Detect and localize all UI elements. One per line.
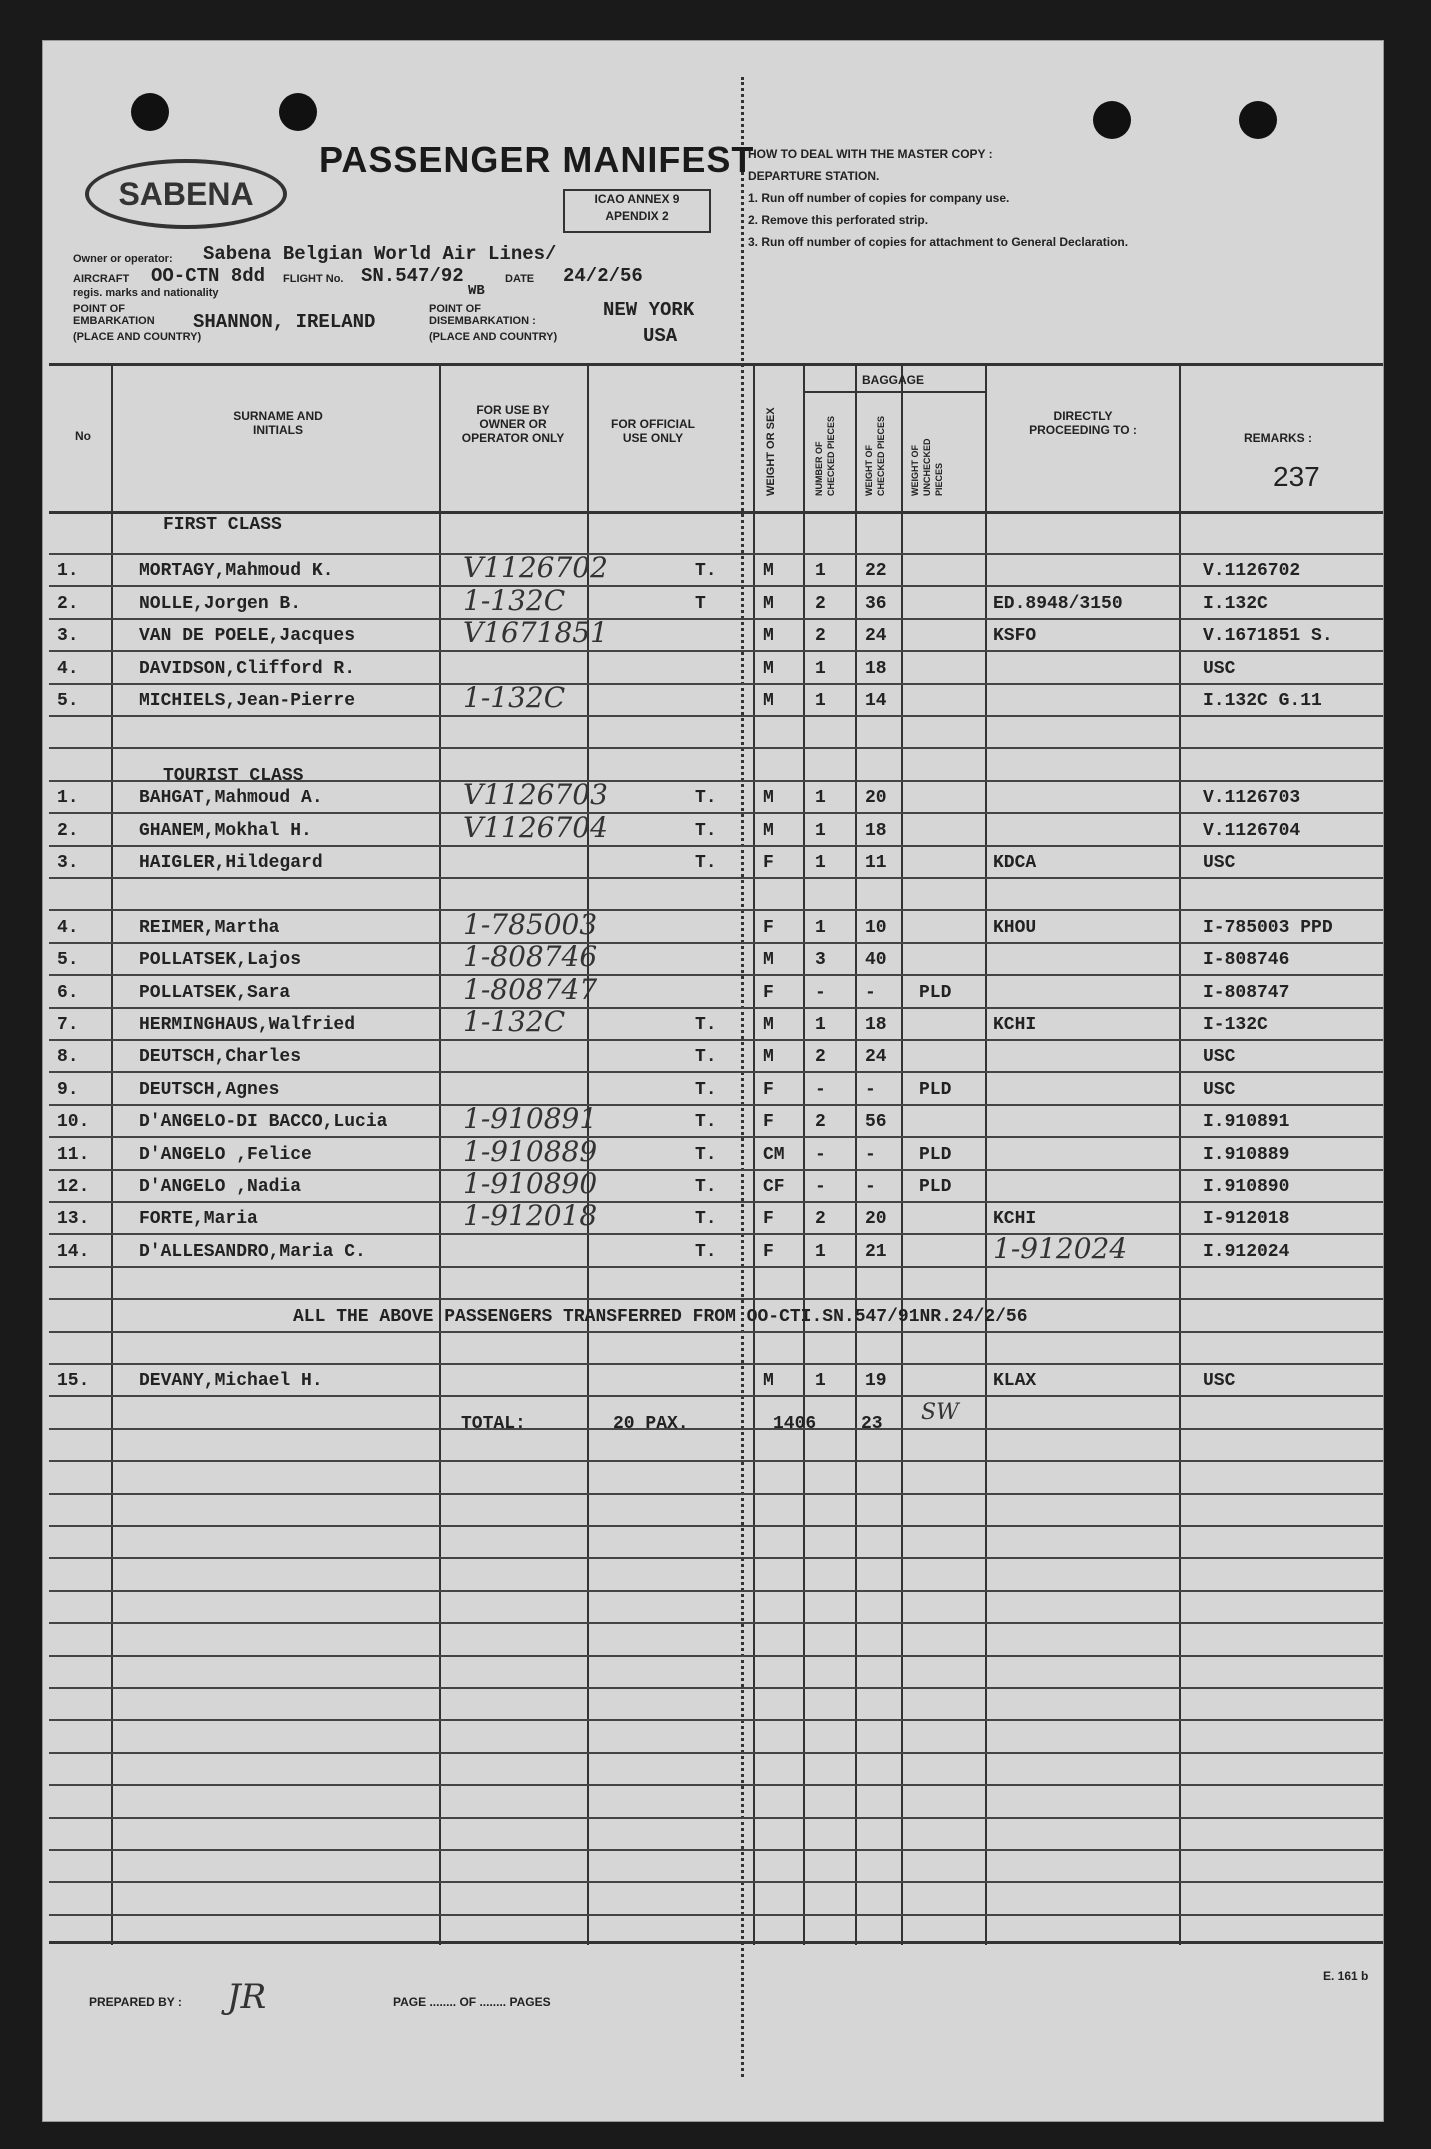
remarks-value: V.1126702 [1203,561,1301,582]
passenger-name: POLLATSEK,Sara [139,982,291,1003]
row-rule [49,1169,1383,1171]
page-count-label: PAGE ........ OF ........ PAGES [393,1995,551,2009]
checked-weight: 20 [865,1209,887,1230]
checked-weight: 24 [865,1047,887,1068]
date-label: DATE [505,273,535,285]
aircraft-label: AIRCRAFT [73,273,130,285]
destination: ED.8948/3150 [993,593,1123,614]
punch-hole-icon [1239,101,1277,139]
col-weight-sex: WEIGHT OR SEX [765,407,777,496]
aircraft-value: OO-CTN 8dd [151,265,266,287]
passenger-name: DEUTSCH,Charles [139,1047,302,1068]
embarkation-sub: (PLACE AND COUNTRY) [73,331,202,343]
row-number: 9. [57,1079,79,1100]
checked-weight: 14 [865,691,887,711]
weight-or-sex: M [763,950,774,971]
prepared-by-label: PREPARED BY : [89,1995,182,2009]
section-tourist-class: TOURIST CLASS [163,765,304,786]
row-rule [49,1493,1383,1495]
checked-weight: 40 [865,950,887,971]
remarks-value: I.132C [1203,593,1268,614]
checked-weight: - [865,1144,876,1165]
weight-or-sex: M [763,561,774,582]
owner-number: 1-912018 [463,1199,598,1233]
owner-number: V1126703 [463,778,608,812]
master-copy-instructions: HOW TO DEAL WITH THE MASTER COPY : DEPARTURE STATION. 1. Run off number of copies for company use. 2. Remove this perforated strip. 3. Run off number of copies for attachment to General Declaration. [748,147,1129,249]
form-number: E. 161 b [1323,1969,1369,1983]
row-number: 10. [57,1112,90,1133]
checked-weight: - [865,1079,876,1100]
transfer-note: ALL THE ABOVE PASSENGERS TRANSFERRED FROM OO-CTI.SN.547/91NR.24/2/56 [293,1306,1028,1327]
checked-pieces: - [815,982,826,1003]
row-rule [49,1719,1383,1721]
remarks-value: I.912024 [1203,1241,1290,1262]
embarkation-value: SHANNON, IRELAND [193,311,376,333]
weight-or-sex: F [763,1079,774,1100]
weight-or-sex: M [763,593,774,614]
prepared-signature: JR [227,1977,267,2017]
row-number: 3. [57,626,79,647]
row-rule [49,1557,1383,1559]
weight-or-sex: F [763,982,774,1003]
checked-weight: 19 [865,1371,887,1392]
row-number: 2. [57,593,79,614]
col-surname: SURNAME AND INITIALS [233,409,323,437]
row-rule [49,1752,1383,1754]
row-rule [49,1233,1383,1235]
weight-or-sex: F [763,917,774,938]
destination: KHOU [993,917,1037,938]
row-rule [49,1428,1383,1430]
passenger-name: DEVANY,Michael H. [139,1371,323,1392]
row-number: 5. [57,691,79,711]
weight-or-sex: M [763,658,774,679]
official-mark: T. [695,853,717,873]
checked-weight: 18 [865,1015,887,1035]
section-first-class: FIRST CLASS [163,515,282,535]
checked-pieces: 1 [815,1371,826,1392]
row-rule [49,942,1383,944]
row-rule [49,1201,1383,1203]
flight-label: FLIGHT No. [283,273,344,285]
checked-pieces: 2 [815,626,826,647]
row-rule [49,1298,1383,1300]
col-checked-pieces: NUMBER OF CHECKED PIECES [814,415,836,496]
row-number: 5. [57,950,79,971]
weight-or-sex: M [763,691,774,711]
checked-pieces: 3 [815,950,826,971]
checked-weight: 11 [865,853,887,873]
checked-pieces: 1 [815,853,826,873]
checked-pieces: 1 [815,1015,826,1035]
row-rule [49,1363,1383,1365]
row-rule [49,1266,1383,1268]
official-mark: T. [695,1177,717,1197]
icao-box: ICAO ANNEX 9 APENDIX 2 [563,189,711,233]
page-number: 237 [1273,461,1320,492]
official-mark: T. [695,561,717,582]
owner-number: 1-132C [463,681,566,714]
row-number: 11. [57,1144,90,1165]
remarks-value: I-785003 PPD [1203,917,1333,938]
row-number: 1. [57,788,79,809]
checked-weight: 18 [865,658,887,679]
col-official: FOR OFFICIAL USE ONLY [611,417,695,445]
official-mark: T. [695,1144,717,1165]
row-rule [49,1849,1383,1851]
remarks-value: I.132C G.11 [1203,691,1322,711]
passenger-name: DEUTSCH,Agnes [139,1079,280,1100]
remarks-value: USC [1203,853,1236,873]
official-mark: T. [695,1241,717,1262]
passenger-name: HERMINGHAUS,Walfried [139,1015,356,1035]
passenger-name: BAHGAT,Mahmoud A. [139,788,323,809]
total-pieces: 23 [861,1413,883,1434]
regis-label: regis. marks and nationality [73,287,219,299]
row-rule [49,1525,1383,1527]
disembarkation-label: POINT OF DISEMBARKATION : [429,303,536,327]
row-number: 1. [57,561,79,582]
row-number: 4. [57,658,79,679]
total-weight: 1406 [773,1413,817,1434]
row-number: 15. [57,1371,90,1392]
checked-pieces: 1 [815,788,826,809]
official-mark: T. [695,1112,717,1133]
row-rule [49,1071,1383,1073]
row-rule [49,747,1383,749]
total-initials: SW [921,1399,959,1425]
destination: KDCA [993,853,1037,873]
checked-pieces: - [815,1079,826,1100]
row-rule [49,1104,1383,1106]
weight-or-sex: M [763,1047,774,1068]
passenger-name: NOLLE,Jorgen B. [139,593,302,614]
col-checked-weight: WEIGHT OF CHECKED PIECES [864,415,886,496]
remarks-value: I.910891 [1203,1112,1290,1133]
official-mark: T [695,593,706,614]
weight-or-sex: M [763,820,774,841]
remarks-value: I-912018 [1203,1209,1290,1230]
row-number: 13. [57,1209,90,1230]
passenger-name: D'ANGELO ,Nadia [139,1177,302,1197]
checked-weight: 24 [865,626,887,647]
owner-number: 1-808746 [463,940,598,974]
row-rule [49,1817,1383,1819]
row-rule [49,1914,1383,1916]
row-rule [49,845,1383,847]
row-rule [49,812,1383,814]
row-rule [49,1039,1383,1041]
row-rule [49,1687,1383,1689]
row-number: 6. [57,982,79,1003]
row-rule [49,1331,1383,1333]
weight-or-sex: F [763,1112,774,1133]
checked-weight: 20 [865,788,887,809]
col-unchecked-weight: WEIGHT OF UNCHECKED PIECES [910,438,944,496]
embarkation-label: POINT OF EMBARKATION [73,303,155,327]
passenger-name: MORTAGY,Mahmoud K. [139,561,334,582]
row-rule [49,1784,1383,1786]
row-number: 14. [57,1241,90,1262]
col-directly: DIRECTLY PROCEEDING TO : [1029,409,1137,437]
row-rule [49,585,1383,587]
remarks-value: USC [1203,1047,1236,1068]
official-mark: T. [695,1015,717,1035]
checked-weight: - [865,982,876,1003]
row-rule [49,1460,1383,1462]
remarks-value: I-808746 [1203,950,1290,971]
unchecked-weight: PLD [919,1177,952,1197]
weight-or-sex: M [763,1371,774,1392]
weight-or-sex: M [763,626,774,647]
page-title: PASSENGER MANIFEST [319,139,755,180]
passenger-name: VAN DE POELE,Jacques [139,626,356,647]
owner-number: 1-910889 [463,1134,598,1168]
checked-weight: - [865,1177,876,1197]
passenger-name: POLLATSEK,Lajos [139,950,302,971]
row-rule [49,650,1383,652]
total-label: TOTAL: [461,1413,526,1434]
remarks-value: USC [1203,658,1236,679]
destination: 1-912024 [993,1231,1128,1265]
operator-label: Owner or operator: [73,253,173,265]
row-number: 3. [57,853,79,873]
remarks-value: USC [1203,1079,1236,1100]
owner-number: 1-808747 [463,972,598,1006]
official-mark: T. [695,788,717,809]
checked-pieces: 2 [815,1047,826,1068]
passenger-name: MICHIELS,Jean-Pierre [139,691,356,711]
disembarkation-sub: (PLACE AND COUNTRY) [429,331,558,343]
row-rule [49,1655,1383,1657]
remarks-value: V.1671851 S. [1203,626,1333,647]
row-number: 7. [57,1015,79,1035]
manifest-sheet [42,40,1384,2122]
row-number: 8. [57,1047,79,1068]
passenger-name: GHANEM,Mokhal H. [139,820,312,841]
checked-weight: 21 [865,1241,887,1262]
row-rule [49,1136,1383,1138]
checked-weight: 18 [865,820,887,841]
passenger-name: HAIGLER,Hildegard [139,853,323,873]
checked-pieces: 1 [815,561,826,582]
row-rule [49,1881,1383,1883]
table-header-rule [49,511,1383,514]
col-remarks: REMARKS : [1244,431,1312,445]
owner-number: 1-785003 [463,907,598,941]
row-rule [49,553,1383,555]
official-mark: T. [695,1079,717,1100]
checked-weight: 10 [865,917,887,938]
passenger-name: DAVIDSON,Clifford R. [139,658,356,679]
checked-pieces: - [815,1144,826,1165]
official-mark: T. [695,820,717,841]
remarks-value: I-808747 [1203,982,1290,1003]
owner-number: 1-132C [463,1005,566,1038]
weight-or-sex: M [763,1015,774,1035]
unchecked-weight: PLD [919,1144,952,1165]
row-number: 12. [57,1177,90,1197]
weight-or-sex: CF [763,1177,785,1197]
checked-pieces: 1 [815,1241,826,1262]
row-rule [49,877,1383,879]
col-baggage: BAGGAGE [861,373,924,387]
unchecked-weight: PLD [919,982,952,1003]
col-no: No [75,429,91,443]
remarks-value: I.910890 [1203,1177,1290,1197]
wb-value: WB [468,283,485,299]
destination: KCHI [993,1015,1037,1035]
table-bottom-rule [49,1941,1383,1944]
row-rule [49,1395,1383,1397]
checked-pieces: 1 [815,691,826,711]
flight-value: SN.547/92 [361,265,464,287]
remarks-value: USC [1203,1371,1236,1392]
row-rule [49,1622,1383,1624]
checked-weight: 36 [865,593,887,614]
checked-weight: 56 [865,1112,887,1133]
destination: KSFO [993,626,1037,647]
remarks-value: V.1126704 [1203,820,1301,841]
passenger-name: D'ANGELO-DI BACCO,Lucia [139,1112,388,1133]
unchecked-weight: PLD [919,1079,952,1100]
row-number: 4. [57,917,79,938]
owner-number: 1-910890 [463,1167,598,1200]
disembarkation-country: USA [643,325,678,347]
owner-number: V1126704 [463,810,608,844]
checked-pieces: - [815,1177,826,1197]
destination: KLAX [993,1371,1037,1392]
passenger-name: D'ALLESANDRO,Maria C. [139,1241,366,1262]
owner-number: V1671851 [463,616,608,650]
row-rule [49,974,1383,976]
weight-or-sex: M [763,788,774,809]
disembarkation-city: NEW YORK [603,299,695,321]
row-rule [49,715,1383,717]
checked-pieces: 2 [815,1112,826,1133]
row-rule [49,1007,1383,1009]
remarks-value: V.1126703 [1203,788,1301,809]
remarks-value: I-132C [1203,1015,1268,1035]
checked-pieces: 2 [815,1209,826,1230]
row-rule [49,618,1383,620]
owner-number: V1126702 [463,551,608,585]
punch-hole-icon [1093,101,1131,139]
col-owner: FOR USE BY OWNER OR OPERATOR ONLY [461,403,565,445]
checked-pieces: 1 [815,917,826,938]
checked-weight: 22 [865,561,887,582]
owner-number: 1-132C [463,583,566,617]
punch-hole-icon [279,93,317,131]
perforation-line [741,77,744,2077]
weight-or-sex: F [763,853,774,873]
official-mark: T. [695,1209,717,1230]
checked-pieces: 2 [815,593,826,614]
passenger-name: FORTE,Maria [139,1209,258,1230]
remarks-value: I.910889 [1203,1144,1290,1165]
row-rule [49,909,1383,911]
passenger-name: REIMER,Martha [139,917,280,938]
weight-or-sex: CM [763,1144,785,1165]
weight-or-sex: F [763,1241,774,1262]
destination: KCHI [993,1209,1037,1230]
total-pax: 20 PAX. [613,1413,689,1434]
punch-hole-icon [131,93,169,131]
checked-pieces: 1 [815,658,826,679]
operator-value: Sabena Belgian World Air Lines/ [203,243,557,265]
row-rule [49,683,1383,685]
row-rule [49,1590,1383,1592]
passenger-name: D'ANGELO ,Felice [139,1144,312,1165]
table-top-rule [49,363,1383,366]
row-number: 2. [57,820,79,841]
date-value: 24/2/56 [563,265,643,287]
official-mark: T. [695,1047,717,1068]
owner-number: 1-910891 [463,1102,598,1136]
sabena-logo: SABENA [85,159,287,229]
weight-or-sex: F [763,1209,774,1230]
checked-pieces: 1 [815,820,826,841]
